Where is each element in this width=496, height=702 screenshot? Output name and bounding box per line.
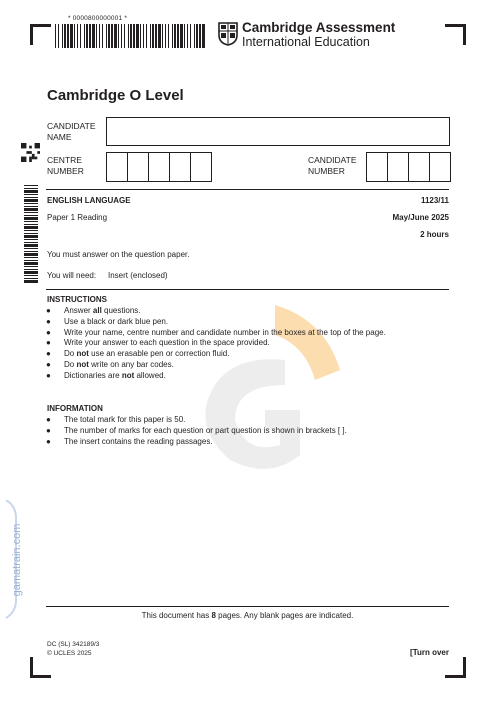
paper-code: 1123/11 [420,196,449,205]
answer-note: You must answer on the question paper. [47,250,190,259]
page-title: Cambridge O Level [47,87,184,104]
information-item: ● The insert contains the reading passages. [46,436,213,446]
information-list [46,415,347,447]
paper-name: Paper 1 Reading [47,213,108,222]
page-count-note: This document has 8 pages. Any blank pages are indicated. [141,611,354,620]
need-label: You will need: [47,271,97,280]
divider [46,189,449,190]
centre-number-field[interactable] [106,152,212,182]
instruction-item: ● Answer all questions. [46,306,141,315]
instructions-list [46,306,386,382]
footer-divider [46,606,449,607]
turn-over: [Turn over [410,648,449,657]
instruction-item: ● Use a black or dark blue pen. [46,316,169,326]
logo-line-2: International Education [242,35,370,49]
candidate-number-field[interactable] [366,152,451,182]
watermark-site-text: gamatrain.com [11,523,23,597]
instruction-item: ● Write your name, centre number and candidate number in the boxes at the top of the page. [46,327,386,337]
crop-mark-top-left [30,24,51,45]
divider [46,289,449,290]
instruction-item: ● Write your answer to each question in the space provided. [46,338,270,348]
instruction-item: ● Dictionaries are not allowed. [46,370,166,380]
barcode-number: * 0000800000001 * [68,15,128,22]
need-value: Insert (enclosed) [108,271,168,280]
logo-line-1: Cambridge Assessment [242,20,396,35]
document-code: DC (SL) 342189/3 [47,641,100,648]
instruction-item: ● Do not write on any bar codes. [46,359,174,369]
instructions-heading: INSTRUCTIONS [47,295,107,304]
information-item: ● The total mark for this paper is 50. [46,415,186,424]
information-item: ● The number of marks for each question or part question is shown in brackets [ ]. [46,425,347,435]
candidate-name-label: CANDIDATE NAME [47,121,96,142]
subject-title: ENGLISH LANGUAGE [47,196,131,205]
side-barcode [18,185,38,283]
candidate-number-label: CANDIDATE NUMBER [308,155,357,176]
exam-session: May/June 2025 [392,213,449,222]
crop-mark-top-right [445,24,466,45]
crop-mark-bottom-right [445,657,466,678]
instruction-item: ● Do not use an erasable pen or correction fluid. [46,349,230,359]
information-heading: INFORMATION [47,404,103,413]
cambridge-crest-icon [218,22,238,46]
top-barcode [55,24,205,48]
crop-mark-bottom-left [30,657,51,678]
candidate-name-field[interactable] [106,117,450,146]
centre-number-label: CENTRE NUMBER [47,155,84,176]
qr-code [21,143,40,162]
exam-duration: 2 hours [420,230,449,239]
gamatrain-side-watermark [2,500,28,620]
copyright: © UCLES 2025 [47,650,92,657]
